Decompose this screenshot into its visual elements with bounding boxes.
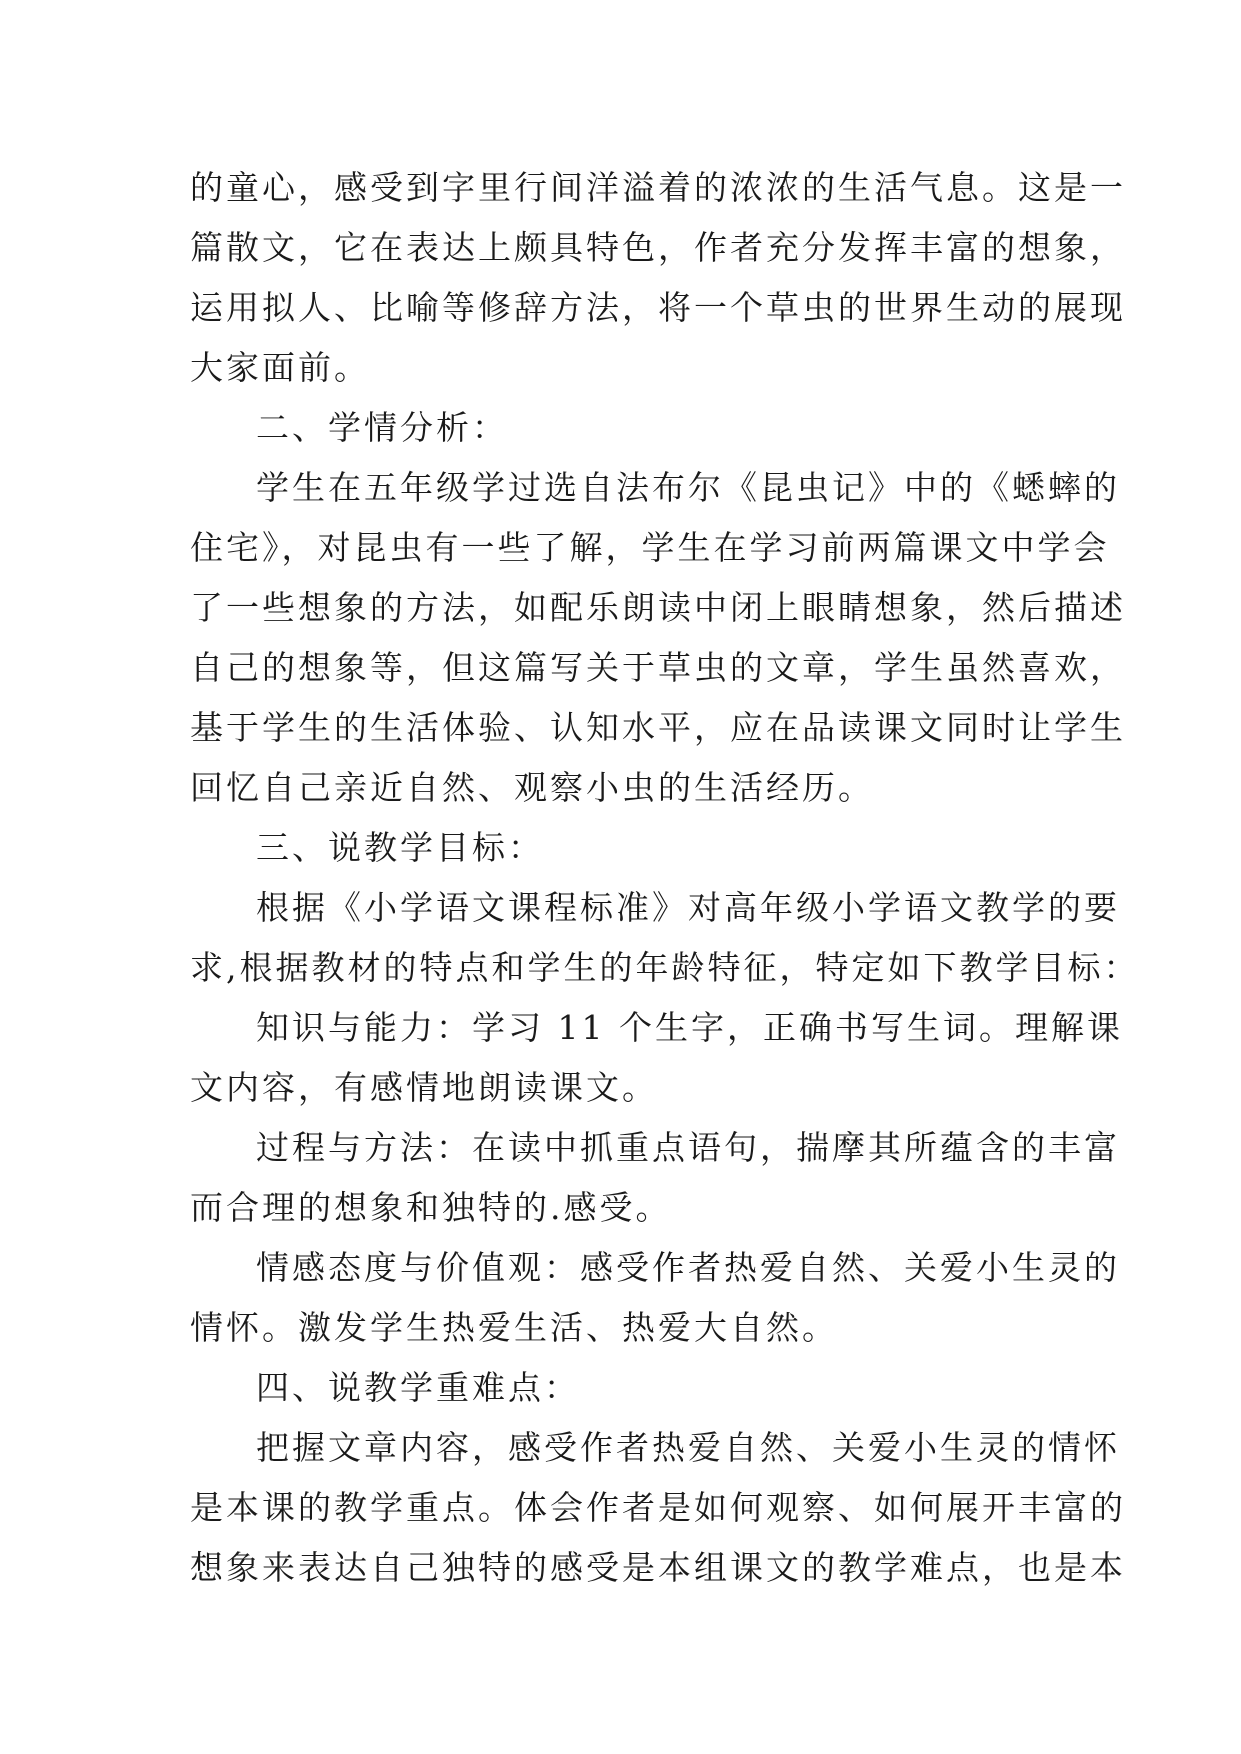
document-body	[190, 158, 1140, 1598]
text-line: 情怀。激发学生热爱生活、热爱大自然。	[190, 1308, 838, 1347]
text-line: 回忆自己亲近自然、观察小虫的生活经历。	[190, 768, 874, 807]
text-line: 想象来表达自己独特的感受是本组课文的教学难点，也是本	[190, 1548, 1126, 1587]
section-heading-teaching-goals: 三、说教学目标：	[256, 828, 544, 867]
text-line: 基于学生的生活体验、认知水平，应在品读课文同时让学生	[190, 708, 1126, 747]
text-line: 情感态度与价值观：感受作者热爱自然、关爱小生灵的	[256, 1248, 1120, 1287]
text-line: 知识与能力：学习 11 个生字，正确书写生词。理解课	[256, 1008, 1123, 1047]
text-line: 而合理的想象和独特的.感受。	[190, 1188, 672, 1227]
text-line: 过程与方法：在读中抓重点语句，揣摩其所蕴含的丰富	[256, 1128, 1120, 1167]
text-line: 的童心，感受到字里行间洋溢着的浓浓的生活气息。这是一	[190, 168, 1126, 207]
text-line: 了一些想象的方法，如配乐朗读中闭上眼睛想象，然后描述	[190, 588, 1126, 627]
text-line: 学生在五年级学过选自法布尔《昆虫记》中的《蟋蟀的	[256, 468, 1120, 507]
text-line: 是本课的教学重点。体会作者是如何观察、如何展开丰富的	[190, 1488, 1126, 1527]
text-line: 文内容，有感情地朗读课文。	[190, 1068, 658, 1107]
section-heading-learning-analysis: 二、学情分析：	[256, 408, 508, 447]
text-line: 把握文章内容，感受作者热爱自然、关爱小生灵的情怀	[256, 1428, 1120, 1467]
text-line: 自己的想象等，但这篇写关于草虫的文章，学生虽然喜欢，	[190, 648, 1126, 687]
text-line: 大家面前。	[190, 348, 370, 387]
text-line: 篇散文，它在表达上颇具特色，作者充分发挥丰富的想象，	[190, 228, 1126, 267]
section-heading-key-difficulties: 四、说教学重难点：	[256, 1368, 580, 1407]
text-line: 运用拟人、比喻等修辞方法，将一个草虫的世界生动的展现	[190, 288, 1126, 327]
text-line: 根据《小学语文课程标准》对高年级小学语文教学的要	[256, 888, 1120, 927]
text-line: 住宅》，对昆虫有一些了解，学生在学习前两篇课文中学会	[190, 528, 1110, 567]
text-line: 求,根据教材的特点和学生的年龄特征，特定如下教学目标：	[190, 948, 1140, 987]
